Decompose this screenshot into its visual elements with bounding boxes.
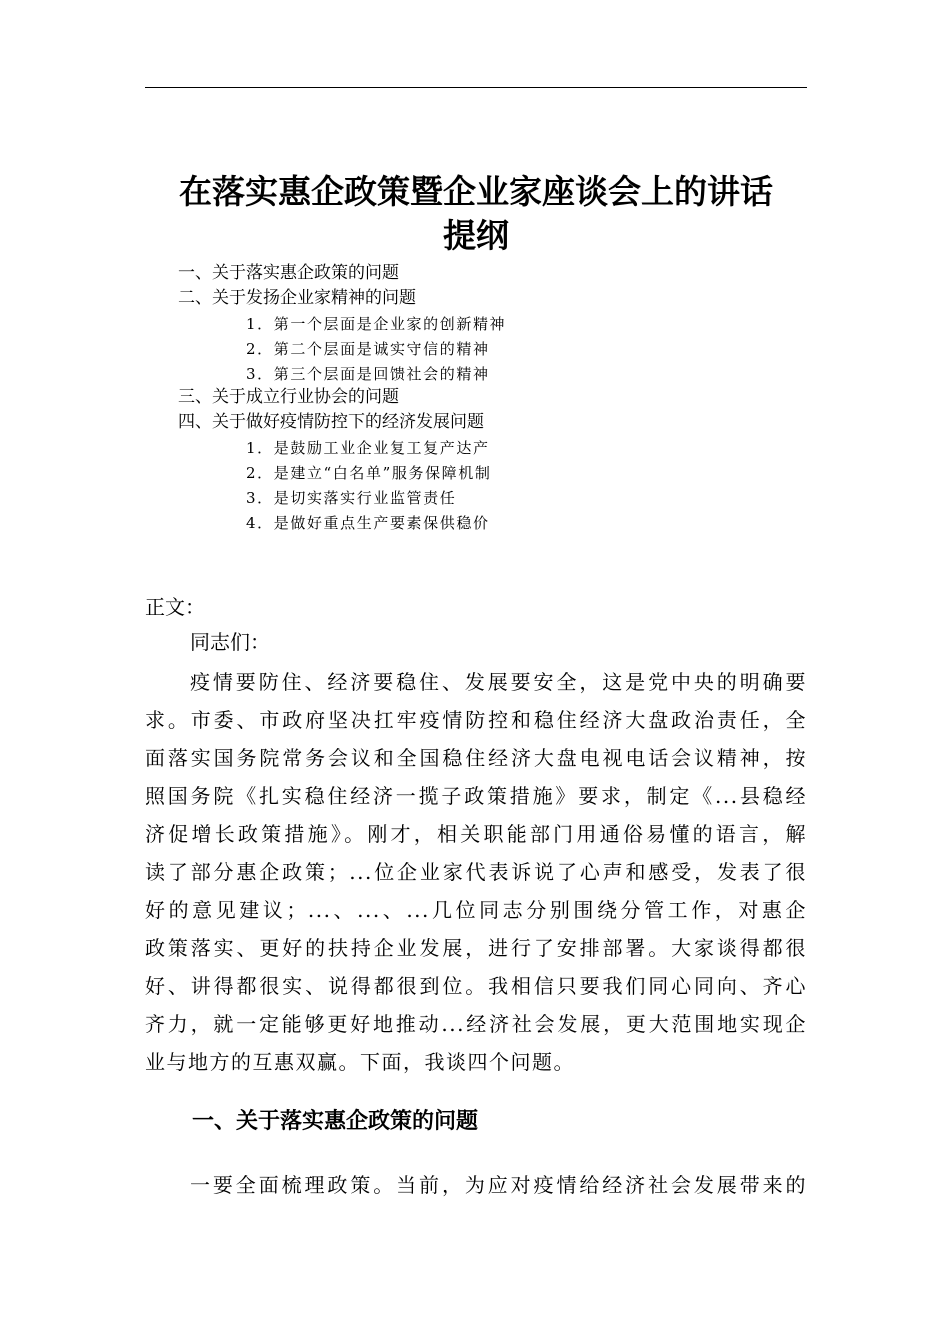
outline-sub-item: 3．第三个层面是回馈社会的精神 xyxy=(246,365,490,383)
body-label: 正文： xyxy=(145,595,205,619)
outline-heading-3: 三、关于成立行业协会的问题 xyxy=(178,387,399,407)
section-1-first-line: 一要全面梳理政策。当前，为应对疫情给经济社会发展带来的 xyxy=(190,1173,807,1197)
outline xyxy=(0,0,950,540)
opening-paragraph xyxy=(145,663,807,1081)
paragraph-line: 照国务院《扎实稳住经济一揽子政策措施》要求，制定《...县稳经 xyxy=(145,784,807,808)
paragraph-line: 面落实国务院常务会议和全国稳住经济大盘电视电话会议精神，按 xyxy=(145,746,807,770)
document-title-line-2: 提纲 xyxy=(443,216,509,255)
outline-sub-item: 3．是切实落实行业监管责任 xyxy=(246,489,457,507)
paragraph-line: 读了部分惠企政策；...位企业家代表诉说了心声和感受，发表了很 xyxy=(145,860,807,884)
paragraph-line: 疫情要防住、经济要稳住、发展要安全，这是党中央的明确要 xyxy=(190,670,807,694)
outline-sub-item: 4．是做好重点生产要素保供稳价 xyxy=(246,514,490,532)
paragraph-line: 济促增长政策措施》。刚才，相关职能部门用通俗易懂的语言，解 xyxy=(145,822,807,846)
paragraph-line: 好的意见建议；...、...、...几位同志分别围绕分管工作，对惠企 xyxy=(145,898,807,922)
outline-heading-1: 一、关于落实惠企政策的问题 xyxy=(178,263,399,283)
document-title-line-1: 在落实惠企政策暨企业家座谈会上的讲话 xyxy=(179,172,773,211)
outline-sub-item: 2．是建立“白名单”服务保障机制 xyxy=(246,464,492,482)
paragraph-line: 政策落实、更好的扶持企业发展，进行了安排部署。大家谈得都很 xyxy=(145,936,807,960)
outline-sub-item: 1．第一个层面是企业家的创新精神 xyxy=(246,315,507,333)
paragraph-line: 齐力，就一定能够更好地推动...经济社会发展，更大范围地实现企 xyxy=(145,1012,807,1036)
section-heading-1: 一、关于落实惠企政策的问题 xyxy=(192,1109,479,1134)
outline-sub-item: 2．第二个层面是诚实守信的精神 xyxy=(246,340,490,358)
paragraph-line: 求。市委、市政府坚决扛牢疫情防控和稳住经济大盘政治责任，全 xyxy=(145,708,807,732)
salutation: 同志们： xyxy=(190,630,270,654)
outline-heading-2: 二、关于发扬企业家精神的问题 xyxy=(178,288,416,308)
outline-heading-4: 四、关于做好疫情防控下的经济发展问题 xyxy=(178,412,484,432)
outline-sub-item: 1．是鼓励工业企业复工复产达产 xyxy=(246,439,490,457)
paragraph-line: 业与地方的互惠双赢。下面，我谈四个问题。 xyxy=(145,1050,575,1074)
paragraph-line: 好、讲得都很实、说得都很到位。我相信只要我们同心同向、齐心 xyxy=(145,974,807,998)
